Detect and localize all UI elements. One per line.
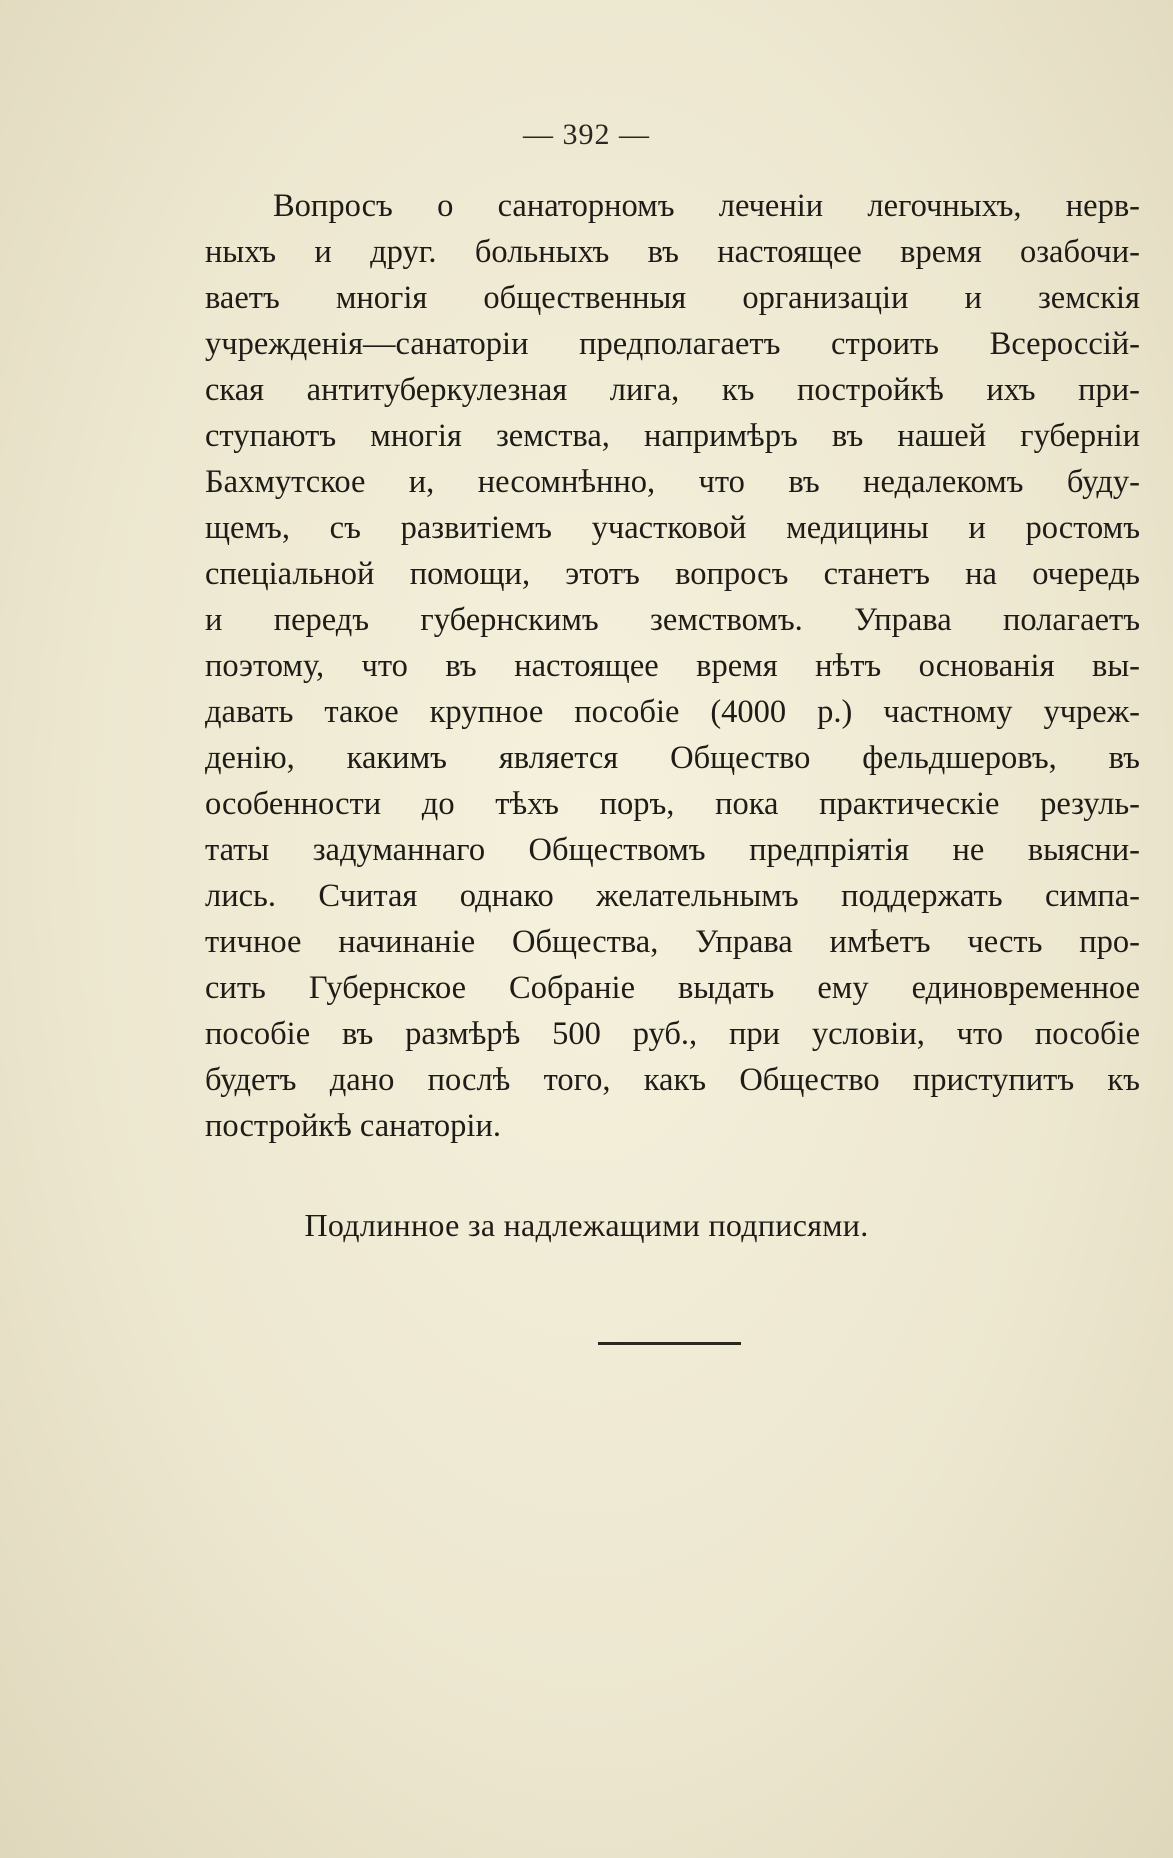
page-number: — 392 — — [523, 118, 650, 151]
text-line: и передъ губернскимъ земствомъ. Управа полагаетъ — [205, 602, 1140, 638]
text-line: таты задуманнаго Обществомъ предпріятія не выясни- — [205, 832, 1140, 868]
text-line: спеціальной помощи, этотъ вопросъ станетъ на очередь — [205, 556, 1140, 592]
text-line: ныхъ и друг. больныхъ въ настоящее время озабочи- — [205, 234, 1140, 270]
text-line: тичное начинаніе Общества, Управа имѣетъ честь про- — [205, 924, 1140, 960]
text-line: ваетъ многія общественныя организаціи и земскія — [205, 280, 1140, 316]
divider-rule — [598, 1342, 741, 1345]
text-line: давать такое крупное пособіе (4000 р.) частному учреж- — [205, 694, 1140, 730]
text-line: пособіе въ размѣрѣ 500 руб., при условіи, что пособіе — [205, 1016, 1140, 1052]
text-line: учрежденія—санаторіи предполагаетъ строить Всероссій- — [205, 326, 1140, 362]
text-line: сить Губернское Собраніе выдать ему единовременное — [205, 970, 1140, 1006]
body-paragraph — [205, 183, 1140, 1149]
text-line: щемъ, съ развитіемъ участковой медицины и ростомъ — [205, 510, 1140, 546]
text-line: Вопросъ о санаторномъ леченіи легочныхъ, нерв- — [273, 188, 1140, 224]
text-line: лись. Считая однако желательнымъ поддержать симпа- — [205, 878, 1140, 914]
text-line: ступаютъ многія земства, напримѣръ въ нашей губерніи — [205, 418, 1140, 454]
text-line: поэтому, что въ настоящее время нѣтъ основанія вы- — [205, 648, 1140, 684]
text-line: денію, какимъ является Общество фельдшеровъ, въ — [205, 740, 1140, 776]
text-line: будетъ дано послѣ того, какъ Общество приступитъ къ — [205, 1062, 1140, 1098]
signature-note: Подлинное за надлежащими подписями. — [304, 1207, 869, 1243]
text-line: ская антитуберкулезная лига, къ постройкѣ ихъ при- — [205, 372, 1140, 408]
text-line: особенности до тѣхъ поръ, пока практическіе резуль- — [205, 786, 1140, 822]
text-line: постройкѣ санаторіи. — [205, 1108, 501, 1144]
text-line: Бахмутское и, несомнѣнно, что въ недалекомъ буду- — [205, 464, 1140, 500]
